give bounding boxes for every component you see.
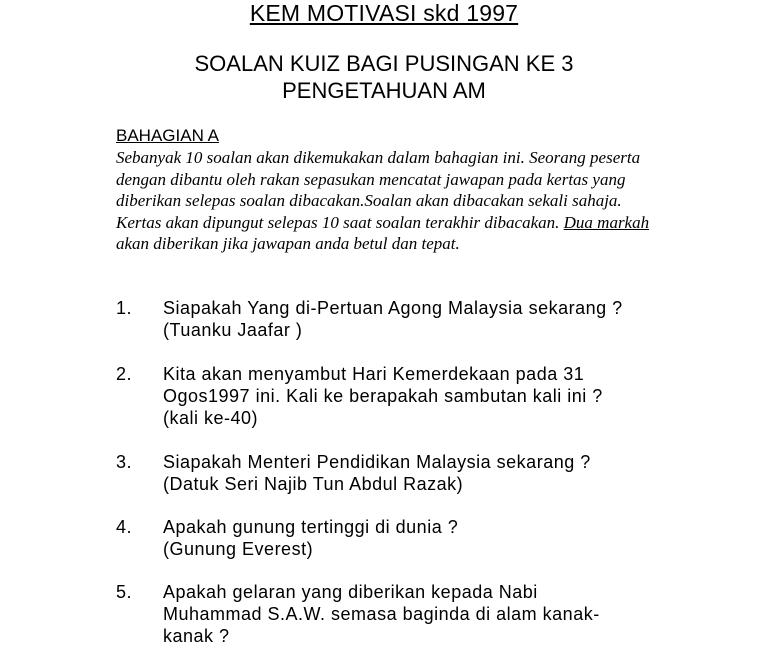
intro-marks-highlight: Dua markah — [563, 212, 650, 232]
section-heading: BAHAGIAN A — [116, 126, 219, 145]
question-body — [163, 297, 663, 341]
question-text: Siapakah Yang di-Pertuan Agong Malaysia sekarang ? — [163, 298, 623, 318]
question-body — [163, 581, 663, 647]
question-text: Siapakah Menteri Pendidikan Malaysia sekarang ? — [163, 452, 591, 472]
question-text-cont: Ogos1997 ini. Kali ke berapakah sambutan kali ini ? — [163, 386, 603, 406]
question-number: 4. — [116, 517, 133, 537]
question-text: Apakah gunung tertinggi di dunia ? — [163, 517, 459, 537]
question-text: Apakah gelaran yang diberikan kepada Nabi — [163, 582, 538, 602]
question-answer: (Gunung Everest) — [163, 539, 314, 559]
question-body — [163, 363, 663, 429]
intro-text-2: akan diberikan jika jawapan anda betul dan tepat. — [116, 234, 460, 254]
question-text-cont: Muhammad S.A.W. semasa baginda di alam kanak- — [163, 604, 600, 624]
quiz-category: PENGETAHUAN AM — [282, 78, 486, 103]
intro-text-1: Sebanyak 10 soalan akan dikemukakan dalam bahagian ini. Seorang peserta dengan dibantu oleh rakan sepasukan mencatat jawapan pada kertas yang diberikan selepas soalan dibacakan.Soalan akan dibacakan sekali sahaja. Kertas akan dipungut selepas 10 saat soalan terakhir dibacakan. — [116, 148, 641, 232]
question-answer: (kali ke-40) — [163, 408, 259, 428]
question-body — [163, 451, 663, 495]
question-answer: (Datuk Seri Najib Tun Abdul Razak) — [163, 474, 464, 494]
question-answer: (Tuanku Jaafar ) — [163, 320, 303, 340]
question-number: 3. — [116, 452, 133, 472]
question-number: 2. — [116, 364, 133, 384]
question-body — [163, 516, 663, 560]
question-text: Kita akan menyambut Hari Kemerdekaan pada 31 — [163, 364, 585, 384]
document-title: KEM MOTIVASI skd 1997 — [249, 0, 519, 26]
question-number: 5. — [116, 582, 133, 602]
quiz-subtitle: SOALAN KUIZ BAGI PUSINGAN KE 3 — [194, 51, 574, 76]
question-text-cont: kanak ? — [163, 626, 230, 646]
intro-paragraph — [116, 147, 656, 255]
question-number: 1. — [116, 298, 133, 318]
